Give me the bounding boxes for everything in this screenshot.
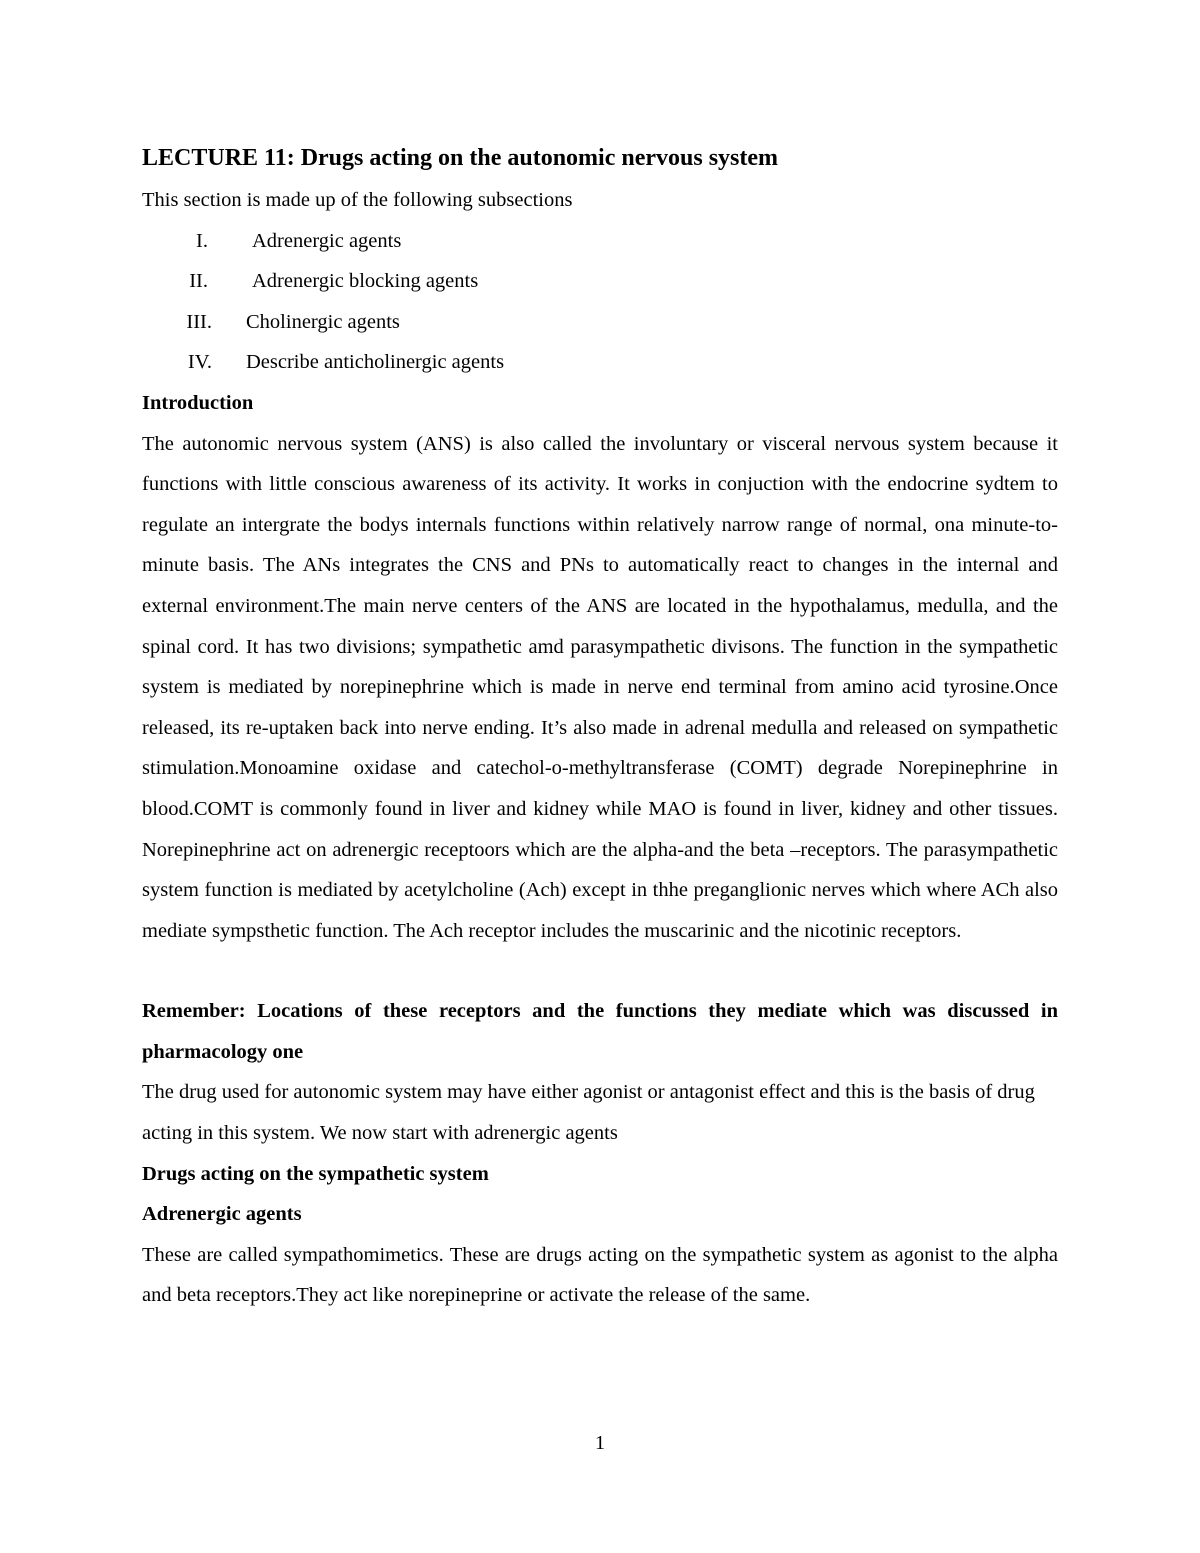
adrenergic-body: These are called sympathomimetics. These are drugs acting on the sympathetic system as agonist to the alpha and beta receptors.They act like norepineprine or activate the release of the same.: [142, 1243, 1058, 1307]
adrenergic-heading: Adrenergic agents: [142, 1203, 302, 1226]
subsection-text: Adrenergic agents: [252, 229, 402, 252]
lecture-title: LECTURE 11: Drugs acting on the autonomic nervous system: [142, 145, 779, 171]
subsection-text: Cholinergic agents: [246, 310, 400, 333]
subsection-item: [142, 302, 1058, 343]
section-spacer: [142, 951, 1058, 991]
subsection-list: [142, 221, 1058, 383]
subsection-item: [142, 221, 1058, 262]
page-number: 1: [594, 1432, 606, 1454]
subsection-text: Describe anticholinergic agents: [246, 351, 505, 374]
sympathetic-heading: Drugs acting on the sympathetic system: [142, 1162, 489, 1185]
subsection-number: III.: [186, 310, 212, 333]
remember-body: The drug used for autonomic system may have either agonist or antagonist effect and this is the basis of drug acting in this system. We now start with adrenergic agents: [142, 1081, 1035, 1145]
subsection-item: [142, 261, 1058, 302]
subsection-number: I.: [196, 229, 208, 252]
intro-line: This section is made up of the following subsections: [142, 189, 573, 211]
remember-heading: Remember: Locations of these receptors and the functions they mediate which was discussed in pharmacology one: [142, 1000, 1058, 1063]
introduction-body: The autonomic nervous system (ANS) is also called the involuntary or visceral nervous system because it functions with little conscious awareness of its activity. It works in conjuction with the endocrine sydtem to regulate an intergrate the bodys internals functions within relatively narrow range of normal, ona minute-to-minute basis. The ANs integrates the CNS and PNs to automatically react to changes in the internal and external environment.The main nerve centers of the ANS are located in the hypothalamus, medulla, and the spinal cord. It has two divisions; sympathetic amd parasympathetic divisons. The function in the sympathetic system is mediated by norepinephrine which is made in nerve end terminal from amino acid tyrosine.Once released, its re-uptaken back into nerve ending. It’s also made in adrenal medulla and released on sympathetic stimulation.Monoamine oxidase and catechol-o-methyltransferase (COMT) degrade Norepinephrine in blood.COMT is commonly found in liver and kidney while MAO is found in liver, kidney and other tissues. Norepinephrine act on adrenergic receptoors which are the alpha-and the beta –receptors. The parasympathetic system function is mediated by acetylcholine (Ach) except in thhe preganglionic nerves which where ACh also mediate sympsthetic function. The Ach receptor includes the muscarinic and the nicotinic receptors.: [142, 432, 1058, 942]
document-page: [142, 140, 1058, 1316]
subsection-text: Adrenergic blocking agents: [252, 270, 479, 293]
subsection-number: IV.: [187, 351, 212, 374]
subsection-number: II.: [189, 270, 208, 293]
subsection-item: [142, 342, 1058, 383]
introduction-heading: Introduction: [142, 391, 254, 414]
